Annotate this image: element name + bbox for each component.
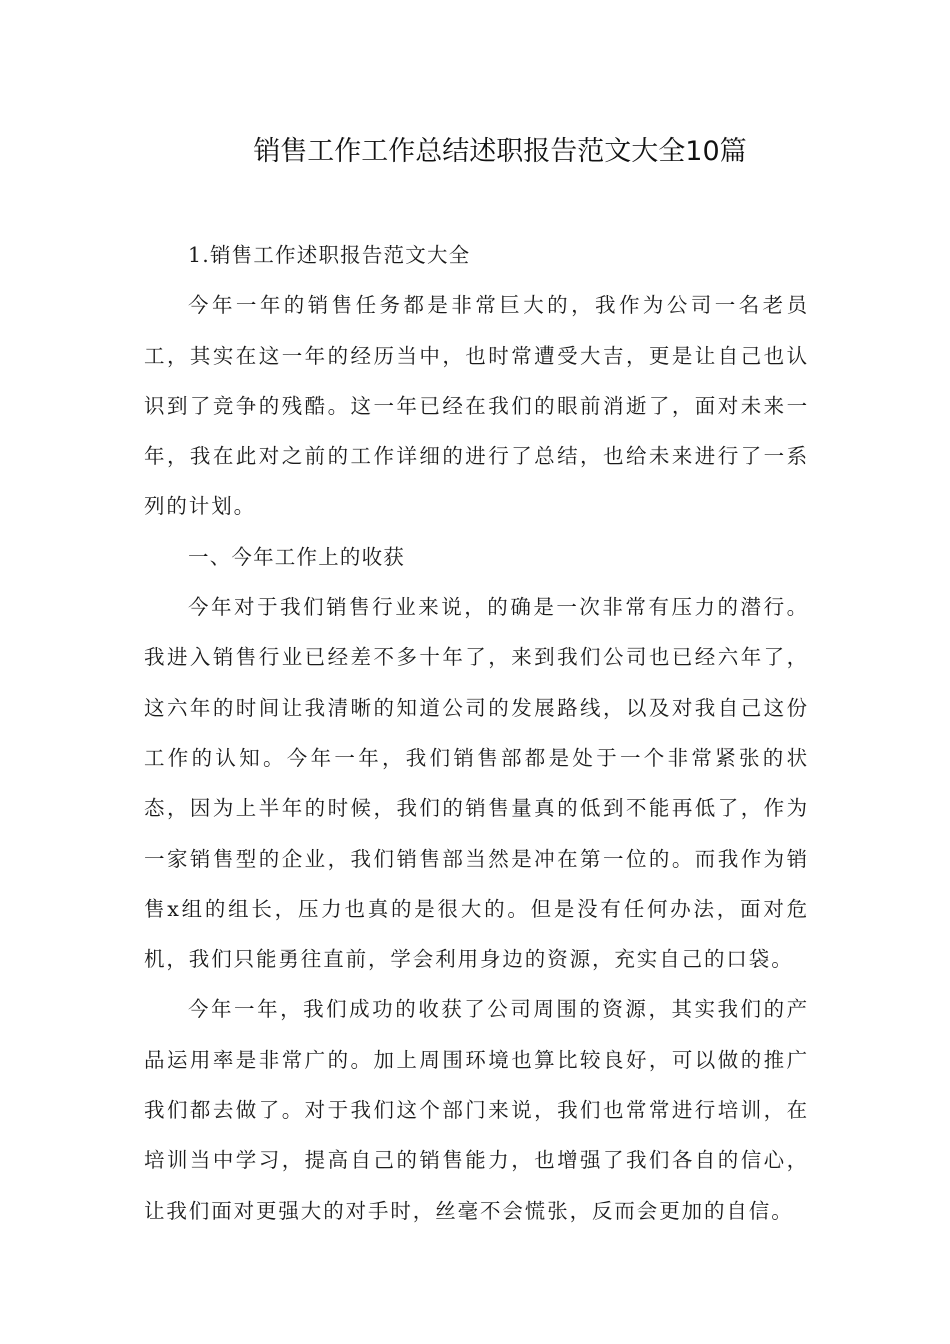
paragraph-resources: 今年一年，我们成功的收获了公司周围的资源，其实我们的产品运用率是非常广的。加上周围环境也算比较良好，可以做的推广我们都去做了。对于我们这个部门来说，我们也常常进行培训，在培训当中学习，提高自己的销售能力，也增强了我们各自的信心，让我们面对更强大的对手时，丝毫不会慌张，反而会更加的自信。	[144, 997, 809, 1223]
section-heading-1: 1.销售工作述职报告范文大全	[188, 243, 471, 267]
document-title: 销售工作工作总结述职报告范文大全10篇	[253, 136, 747, 167]
document-body	[144, 230, 809, 1236]
paragraph-pressure: 今年对于我们销售行业来说，的确是一次非常有压力的潜行。我进入销售行业已经差不多十年了，来到我们公司也已经六年了，这六年的时间让我清晰的知道公司的发展路线，以及对我自己这份工作的认知。今年一年，我们销售部都是处于一个非常紧张的状态，因为上半年的时候，我们的销售量真的低到不能再低了，作为一家销售型的企业，我们销售部当然是冲在第一位的。而我作为销售x组的组长，压力也真的是很大的。但是没有任何办法，面对危机，我们只能勇往直前，学会利用身边的资源，充实自己的口袋。	[144, 595, 809, 972]
section-heading-harvest: 一、今年工作上的收获	[188, 544, 405, 569]
paragraph-intro: 今年一年的销售任务都是非常巨大的，我作为公司一名老员工，其实在这一年的经历当中，也时常遭受大吉，更是让自己也认识到了竞争的残酷。这一年已经在我们的眼前消逝了，面对未来一年，我在此对之前的工作详细的进行了总结，也给未来进行了一系列的计划。	[144, 293, 809, 519]
